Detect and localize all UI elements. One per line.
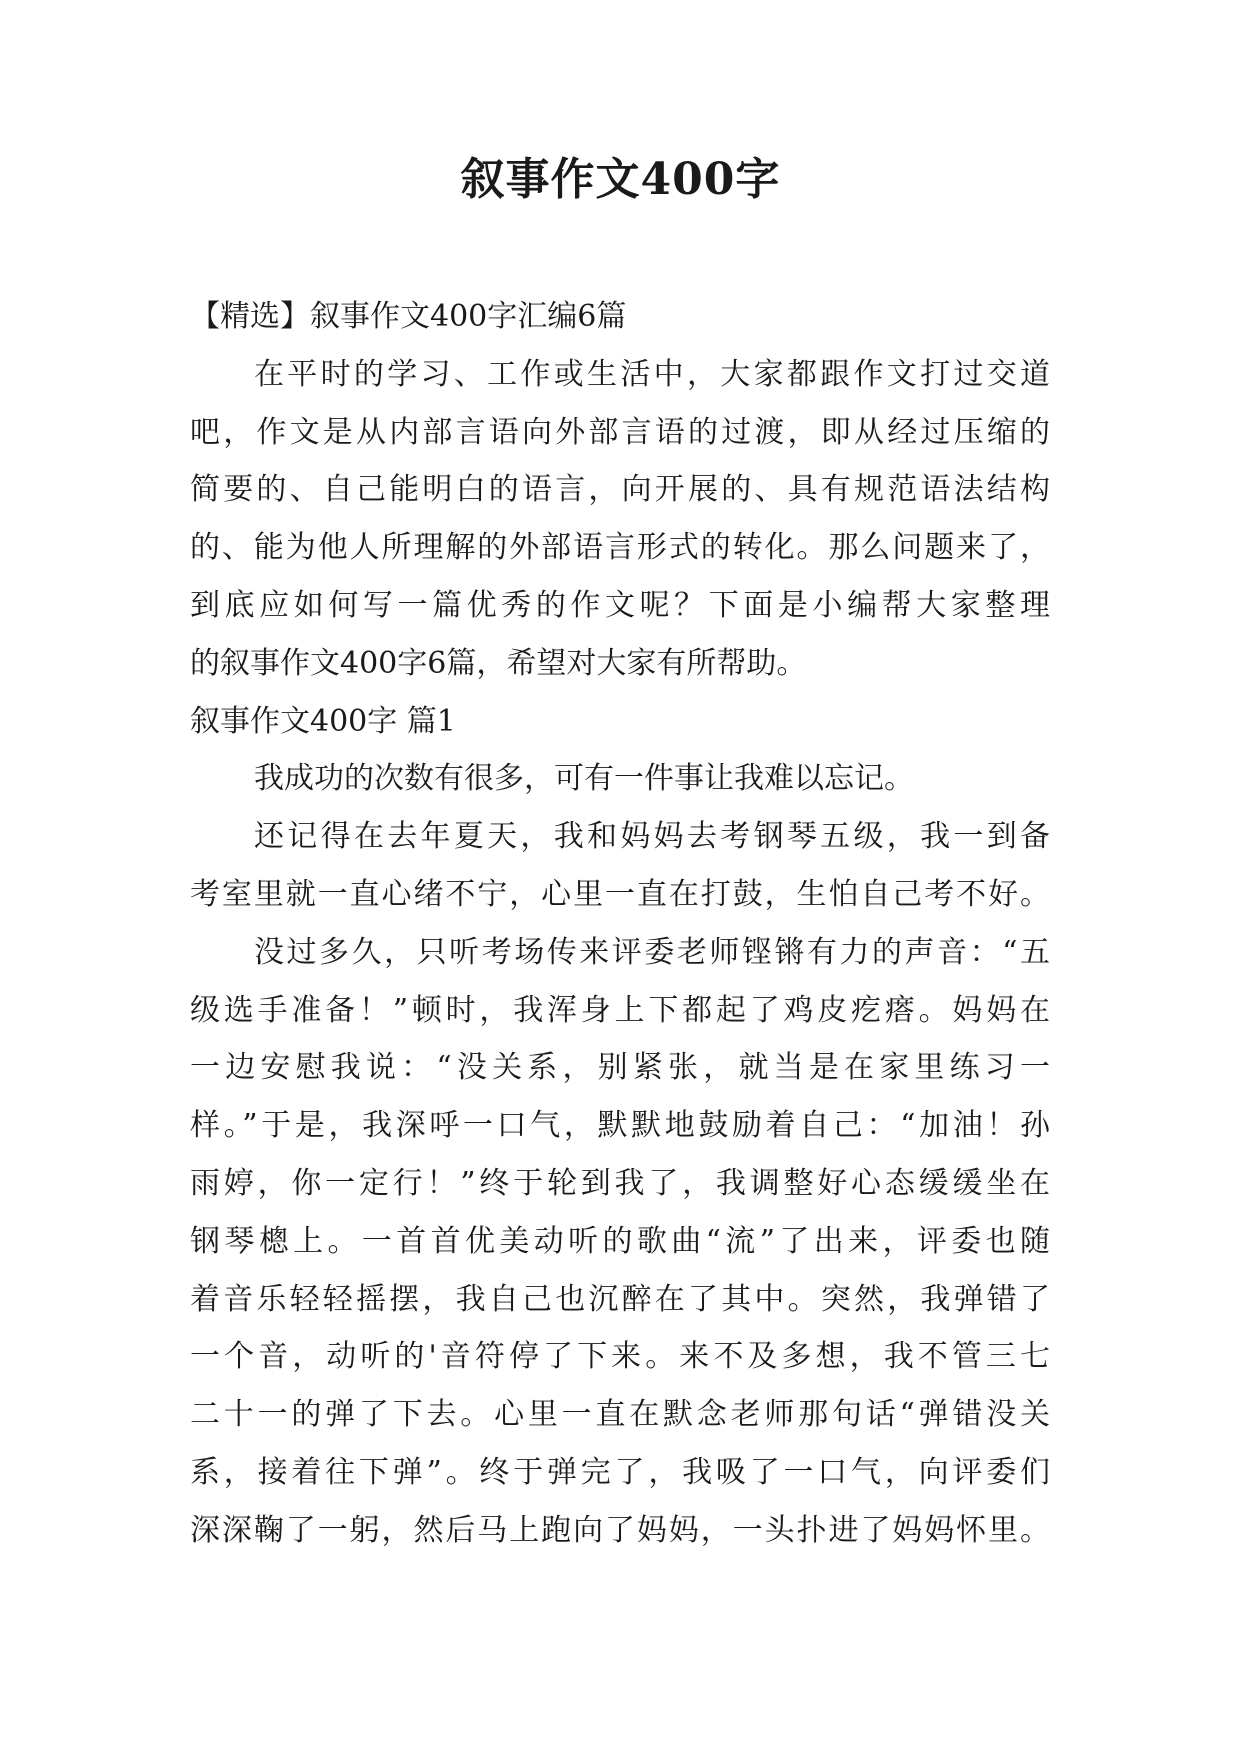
document-title: 叙事作文400字 bbox=[460, 154, 781, 205]
section-heading: 叙事作文400字 篇1 bbox=[190, 703, 456, 739]
text-line: 雨婷，你一定行！”终于轮到我了，我调整好心态缓缓坐在 bbox=[190, 1165, 1050, 1201]
text-line: 简要的、自己能明白的语言，向开展的、具有规范语法结构 bbox=[190, 472, 1050, 508]
text-line: 系，接着往下弹”。终于弹完了，我吸了一口气，向评委们 bbox=[190, 1454, 1050, 1490]
text-line: 样。”于是，我深呼一口气，默默地鼓励着自己：“加油！孙 bbox=[190, 1108, 1050, 1144]
text-line: 的叙事作文400字6篇，希望对大家有所帮助。 bbox=[190, 645, 807, 681]
text-line: 的、能为他人所理解的外部语言形式的转化。那么问题来了， bbox=[190, 530, 1050, 566]
text-line: 在平时的学习、工作或生活中，大家都跟作文打过交道 bbox=[254, 356, 1050, 392]
text-line: 着音乐轻轻摇摆，我自己也沉醉在了其中。突然，我弹错了 bbox=[190, 1281, 1050, 1317]
text-line: 吧，作文是从内部言语向外部言语的过渡，即从经过压缩的 bbox=[190, 414, 1050, 450]
document-body bbox=[190, 288, 1050, 1560]
text-line: 没过多久，只听考场传来评委老师铿锵有力的声音：“五 bbox=[254, 934, 1050, 970]
text-line: 我成功的次数有很多，可有一件事让我难以忘记。 bbox=[254, 761, 914, 797]
text-line: 二十一的弹了下去。心里一直在默念老师那句话“弹错没关 bbox=[190, 1397, 1050, 1433]
text-line: 一个音，动听的'音符停了下来。来不及多想，我不管三七 bbox=[190, 1339, 1050, 1375]
text-line: 级选手准备！”顿时，我浑身上下都起了鸡皮疙瘩。妈妈在 bbox=[190, 992, 1050, 1028]
text-line: 考室里就一直心绪不宁，心里一直在打鼓，生怕自己考不好。 bbox=[190, 876, 1050, 912]
text-line: 到底应如何写一篇优秀的作文呢？下面是小编帮大家整理 bbox=[190, 587, 1050, 623]
text-line: 深深鞠了一躬，然后马上跑向了妈妈，一头扑进了妈妈怀里。 bbox=[190, 1512, 1050, 1548]
text-line: 一边安慰我说：“没关系，别紧张，就当是在家里练习一 bbox=[190, 1050, 1050, 1086]
document-subtitle: 【精选】叙事作文400字汇编6篇 bbox=[190, 299, 627, 334]
text-line: 还记得在去年夏天，我和妈妈去考钢琴五级，我一到备 bbox=[254, 819, 1050, 855]
text-line: 钢琴樬上。一首首优美动听的歌曲“流”了出来，评委也随 bbox=[190, 1223, 1050, 1259]
